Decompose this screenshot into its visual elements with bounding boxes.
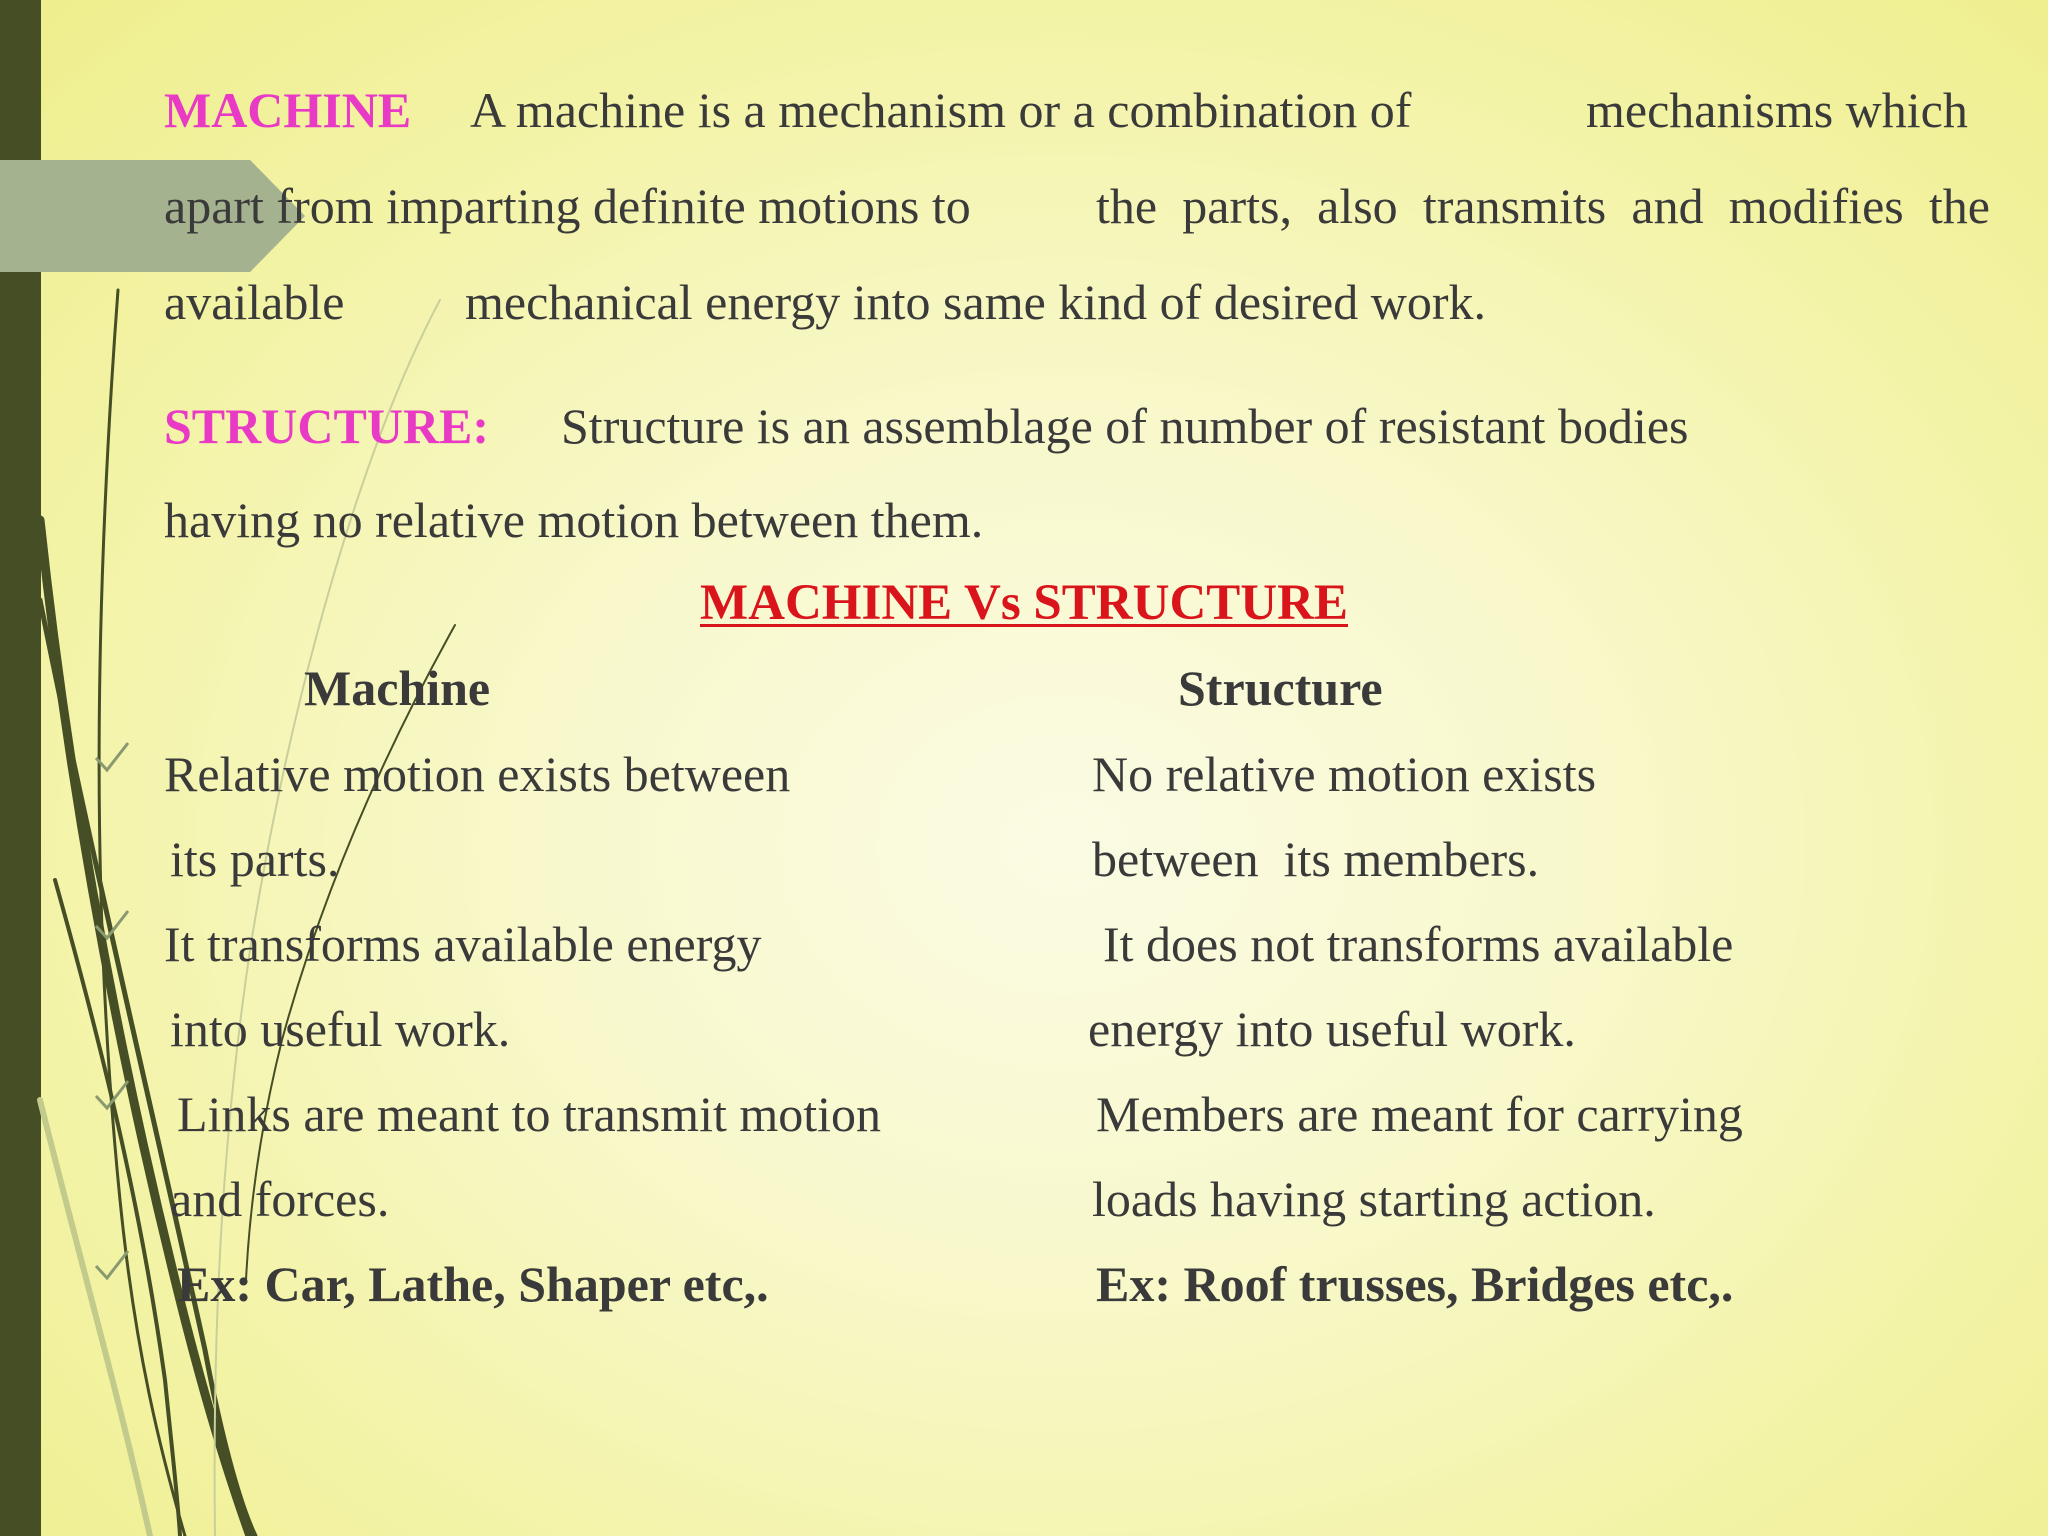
- machine-definition-line-1: [164, 80, 411, 140]
- machine-point: Relative motion exists between: [164, 746, 791, 802]
- comparison-title: MACHINE Vs STRUCTURE: [700, 575, 1348, 631]
- checkmark-icon: [92, 1246, 132, 1286]
- machine-definition-line-2b: [1096, 176, 1990, 236]
- machine-definition-line-3b: [465, 272, 1486, 332]
- structure-point: loads having starting action.: [1092, 1171, 1656, 1227]
- machine-definition-text: mechanisms which: [1586, 82, 1968, 138]
- machine-definition-line-1-end: [1586, 80, 1968, 140]
- structure-point: energy into useful work.: [1088, 1001, 1576, 1057]
- structure-point: No relative motion exists: [1092, 746, 1597, 802]
- machine-definition-line-1-text: [470, 80, 1411, 140]
- machine-point: its parts.: [170, 831, 340, 887]
- machine-column-header: Machine: [304, 660, 491, 716]
- machine-definition-line-2a: [164, 176, 971, 236]
- machine-definition-text: the parts, also transmits and modifies the: [1096, 178, 1990, 234]
- structure-definition-line-2: [164, 490, 983, 550]
- structure-column-header: Structure: [1178, 660, 1383, 716]
- structure-definition-line-1-text: [561, 396, 1689, 456]
- structure-example: Ex: Roof trusses, Bridges etc,.: [1096, 1256, 1734, 1312]
- machine-term: MACHINE: [164, 82, 412, 138]
- machine-example: Ex: Car, Lathe, Shaper etc,.: [177, 1256, 769, 1312]
- checkmark-icon: [92, 906, 132, 946]
- checkmark-icon: [92, 738, 132, 778]
- structure-point: between its members.: [1092, 831, 1540, 887]
- structure-term: STRUCTURE:: [164, 398, 490, 454]
- machine-definition-text: mechanical energy into same kind of desired work.: [465, 274, 1486, 330]
- machine-point: and forces.: [170, 1171, 390, 1227]
- structure-point: Members are meant for carrying: [1096, 1086, 1743, 1142]
- machine-definition-text: A machine is a mechanism or a combination of: [470, 82, 1412, 138]
- machine-definition-text: apart from imparting definite motions to: [164, 178, 971, 234]
- structure-definition-text: Structure is an assemblage of number of resistant bodies: [561, 398, 1689, 454]
- structure-point: It does not transforms available: [1103, 916, 1734, 972]
- machine-definition-text: available: [164, 274, 345, 330]
- structure-definition-text: having no relative motion between them.: [164, 492, 984, 548]
- machine-point: into useful work.: [170, 1001, 511, 1057]
- machine-point: Links are meant to transmit motion: [177, 1086, 882, 1142]
- structure-definition-line-1: [164, 396, 489, 456]
- machine-point: It transforms available energy: [164, 916, 762, 972]
- machine-definition-line-3a: [164, 272, 344, 332]
- checkmark-icon: [92, 1076, 132, 1116]
